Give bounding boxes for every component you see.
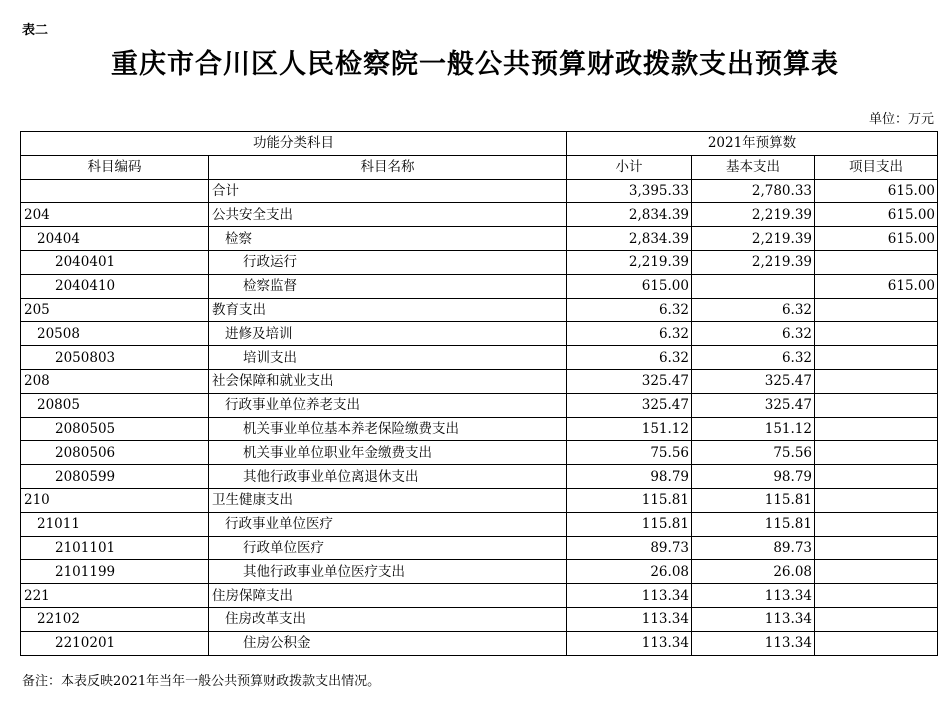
cell-basic: 6.32 xyxy=(692,346,815,370)
cell-basic: 2,219.39 xyxy=(692,203,815,227)
cell-code: 204 xyxy=(21,203,209,227)
header-row-group xyxy=(21,132,938,156)
cell-subtotal: 89.73 xyxy=(567,536,692,560)
table-row xyxy=(21,298,938,322)
cell-name: 行政事业单位养老支出 xyxy=(209,393,567,417)
cell-subtotal: 113.34 xyxy=(567,607,692,631)
footnote: 备注：本表反映2021年当年一般公共预算财政拨款支出情况。 xyxy=(22,674,381,689)
cell-basic: 6.32 xyxy=(692,322,815,346)
cell-basic: 113.34 xyxy=(692,631,815,655)
cell-code: 208 xyxy=(21,369,209,393)
cell-basic: 2,219.39 xyxy=(692,250,815,274)
cell-subtotal: 115.81 xyxy=(567,512,692,536)
cell-subtotal: 6.32 xyxy=(567,346,692,370)
table-body xyxy=(21,179,938,655)
cell-basic: 325.47 xyxy=(692,369,815,393)
cell-project xyxy=(815,607,938,631)
cell-subtotal: 26.08 xyxy=(567,560,692,584)
table-row xyxy=(21,346,938,370)
table-row xyxy=(21,393,938,417)
header-code: 科目编码 xyxy=(21,155,209,179)
cell-basic: 151.12 xyxy=(692,417,815,441)
cell-code: 22102 xyxy=(21,607,209,631)
cell-code: 2101101 xyxy=(21,536,209,560)
cell-project: 615.00 xyxy=(815,203,938,227)
cell-project xyxy=(815,512,938,536)
cell-name: 培训支出 xyxy=(209,346,567,370)
table-row xyxy=(21,512,938,536)
cell-project xyxy=(815,536,938,560)
cell-subtotal: 2,834.39 xyxy=(567,203,692,227)
cell-project xyxy=(815,346,938,370)
cell-basic xyxy=(692,274,815,298)
table-row xyxy=(21,417,938,441)
cell-name: 机关事业单位职业年金缴费支出 xyxy=(209,441,567,465)
cell-subtotal: 115.81 xyxy=(567,488,692,512)
cell-code: 2080506 xyxy=(21,441,209,465)
cell-basic: 115.81 xyxy=(692,488,815,512)
table-row xyxy=(21,607,938,631)
cell-name: 行政运行 xyxy=(209,250,567,274)
cell-name: 检察监督 xyxy=(209,274,567,298)
cell-subtotal: 98.79 xyxy=(567,465,692,489)
table-row xyxy=(21,560,938,584)
cell-subtotal: 6.32 xyxy=(567,322,692,346)
cell-code: 2210201 xyxy=(21,631,209,655)
cell-code: 2080505 xyxy=(21,417,209,441)
cell-basic: 75.56 xyxy=(692,441,815,465)
cell-subtotal: 75.56 xyxy=(567,441,692,465)
header-basic: 基本支出 xyxy=(692,155,815,179)
cell-code: 210 xyxy=(21,488,209,512)
cell-project: 615.00 xyxy=(815,227,938,251)
cell-project xyxy=(815,560,938,584)
header-project: 项目支出 xyxy=(815,155,938,179)
cell-subtotal: 3,395.33 xyxy=(567,179,692,203)
cell-basic: 2,219.39 xyxy=(692,227,815,251)
header-name: 科目名称 xyxy=(209,155,567,179)
cell-subtotal: 113.34 xyxy=(567,631,692,655)
cell-name: 机关事业单位基本养老保险缴费支出 xyxy=(209,417,567,441)
table-row xyxy=(21,584,938,608)
cell-name: 行政事业单位医疗 xyxy=(209,512,567,536)
cell-basic: 89.73 xyxy=(692,536,815,560)
cell-code: 2080599 xyxy=(21,465,209,489)
cell-basic: 115.81 xyxy=(692,512,815,536)
cell-name: 合计 xyxy=(209,179,567,203)
cell-name: 行政单位医疗 xyxy=(209,536,567,560)
cell-code: 2040401 xyxy=(21,250,209,274)
cell-project xyxy=(815,250,938,274)
cell-code: 20508 xyxy=(21,322,209,346)
cell-name: 进修及培训 xyxy=(209,322,567,346)
budget-table xyxy=(20,131,938,656)
cell-basic: 113.34 xyxy=(692,607,815,631)
cell-subtotal: 2,834.39 xyxy=(567,227,692,251)
cell-code xyxy=(21,179,209,203)
cell-basic: 26.08 xyxy=(692,560,815,584)
cell-name: 住房改革支出 xyxy=(209,607,567,631)
cell-subtotal: 325.47 xyxy=(567,369,692,393)
cell-name: 其他行政事业单位离退休支出 xyxy=(209,465,567,489)
table-row xyxy=(21,227,938,251)
cell-code: 2050803 xyxy=(21,346,209,370)
cell-project xyxy=(815,488,938,512)
page-title: 重庆市合川区人民检察院一般公共预算财政拨款支出预算表 xyxy=(111,49,839,80)
cell-code: 20805 xyxy=(21,393,209,417)
table-row xyxy=(21,322,938,346)
table-row xyxy=(21,465,938,489)
cell-name: 社会保障和就业支出 xyxy=(209,369,567,393)
cell-basic: 113.34 xyxy=(692,584,815,608)
cell-project xyxy=(815,417,938,441)
cell-name: 公共安全支出 xyxy=(209,203,567,227)
cell-code: 221 xyxy=(21,584,209,608)
cell-name: 住房保障支出 xyxy=(209,584,567,608)
cell-name: 住房公积金 xyxy=(209,631,567,655)
cell-project xyxy=(815,631,938,655)
cell-name: 其他行政事业单位医疗支出 xyxy=(209,560,567,584)
cell-subtotal: 2,219.39 xyxy=(567,250,692,274)
table-tag: 表二 xyxy=(22,23,49,38)
cell-project xyxy=(815,393,938,417)
cell-code: 21011 xyxy=(21,512,209,536)
header-row-columns xyxy=(21,155,938,179)
cell-code: 2040410 xyxy=(21,274,209,298)
cell-project: 615.00 xyxy=(815,274,938,298)
cell-project xyxy=(815,322,938,346)
table-row xyxy=(21,179,938,203)
cell-code: 20404 xyxy=(21,227,209,251)
cell-basic: 98.79 xyxy=(692,465,815,489)
cell-subtotal: 615.00 xyxy=(567,274,692,298)
cell-basic: 325.47 xyxy=(692,393,815,417)
cell-subtotal: 151.12 xyxy=(567,417,692,441)
cell-project xyxy=(815,441,938,465)
cell-subtotal: 325.47 xyxy=(567,393,692,417)
table-row xyxy=(21,369,938,393)
table-row xyxy=(21,536,938,560)
table-row xyxy=(21,441,938,465)
cell-name: 教育支出 xyxy=(209,298,567,322)
cell-name: 检察 xyxy=(209,227,567,251)
table-row xyxy=(21,274,938,298)
cell-subtotal: 6.32 xyxy=(567,298,692,322)
unit-label: 单位：万元 xyxy=(868,112,934,127)
header-function-group: 功能分类科目 xyxy=(21,132,567,156)
cell-code: 2101199 xyxy=(21,560,209,584)
table-row xyxy=(21,250,938,274)
cell-code: 205 xyxy=(21,298,209,322)
cell-basic: 2,780.33 xyxy=(692,179,815,203)
table-row xyxy=(21,488,938,512)
cell-project xyxy=(815,298,938,322)
cell-subtotal: 113.34 xyxy=(567,584,692,608)
cell-basic: 6.32 xyxy=(692,298,815,322)
cell-project xyxy=(815,369,938,393)
cell-name: 卫生健康支出 xyxy=(209,488,567,512)
cell-project xyxy=(815,465,938,489)
cell-project: 615.00 xyxy=(815,179,938,203)
table-row xyxy=(21,203,938,227)
header-budget-group: 2021年预算数 xyxy=(567,132,938,156)
header-subtotal: 小计 xyxy=(567,155,692,179)
table-row xyxy=(21,631,938,655)
cell-project xyxy=(815,584,938,608)
